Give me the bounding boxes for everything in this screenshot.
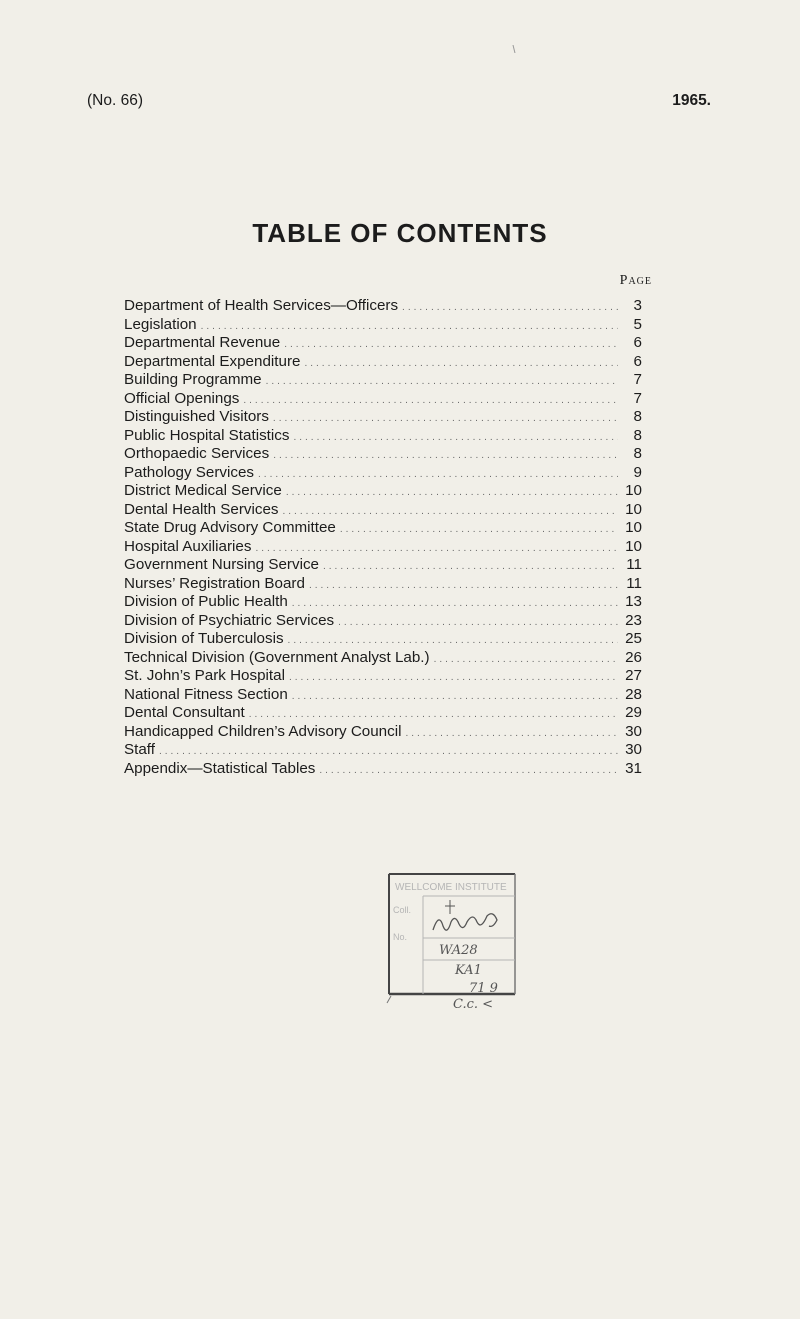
svg-text:No.: No. <box>393 932 408 942</box>
toc-entry-page: 10 <box>625 519 642 536</box>
toc-entry-title: Departmental Expenditure <box>124 352 301 370</box>
table-of-contents <box>124 297 642 778</box>
toc-entry-title: St. John’s Park Hospital <box>124 667 285 684</box>
toc-entry-title: Division of Tuberculosis <box>124 630 284 647</box>
toc-entry <box>124 649 642 668</box>
toc-entry-page: 29 <box>625 704 642 721</box>
dot-leader <box>340 521 618 540</box>
toc-entry-page: 28 <box>625 685 642 703</box>
svg-text:71 9: 71 9 <box>469 981 498 996</box>
dot-leader <box>243 392 618 411</box>
dot-leader <box>286 484 618 503</box>
publication-number: (No. 66) <box>87 92 143 109</box>
toc-entry <box>124 612 642 631</box>
toc-entry <box>124 556 642 575</box>
toc-entry-page: 6 <box>633 334 642 351</box>
toc-entry <box>124 408 642 427</box>
svg-text:WELLCOME INSTITUTE: WELLCOME INSTITUTE <box>395 882 507 893</box>
dot-leader <box>293 429 618 448</box>
toc-entry <box>124 353 642 372</box>
svg-text:Coll.: Coll. <box>393 905 412 915</box>
toc-entry-title: Departmental Revenue <box>124 334 281 351</box>
toc-entry-title: Government Nursing Service <box>124 556 319 573</box>
toc-entry-title: Staff <box>124 741 155 758</box>
toc-entry-title: District Medical Service <box>124 482 282 499</box>
dot-leader <box>323 558 618 577</box>
toc-entry-title: Department of Health Services—Officers <box>124 297 399 314</box>
dot-leader <box>402 299 618 318</box>
toc-entry-page: 30 <box>625 722 642 740</box>
toc-entry <box>124 482 642 501</box>
dot-leader <box>273 447 618 466</box>
toc-entry-title: Nurses’ Registration Board <box>124 574 305 592</box>
dot-leader <box>292 595 618 614</box>
dot-leader <box>319 762 618 781</box>
toc-entry-page: 23 <box>625 611 642 629</box>
toc-entry-page: 6 <box>633 352 642 370</box>
toc-entry-page: 8 <box>633 426 642 444</box>
toc-entry <box>124 593 642 612</box>
toc-entry-title: Technical Division (Government Analyst Lab.) <box>124 648 430 666</box>
toc-entry-title: Orthopaedic Services <box>124 445 270 462</box>
toc-entry-title: Legislation <box>124 315 197 333</box>
dot-leader <box>309 577 618 596</box>
toc-entry <box>124 316 642 335</box>
library-stamp <box>383 868 523 1008</box>
toc-entry-page: 25 <box>625 630 642 647</box>
toc-entry-page: 31 <box>625 759 642 777</box>
library-stamp-graphic <box>383 868 523 1008</box>
toc-entry-title: Division of Psychiatric Services <box>124 611 335 629</box>
svg-text:C.c. <: C.c. < <box>453 997 494 1008</box>
toc-entry-page: 7 <box>633 389 642 407</box>
dot-leader <box>284 336 618 355</box>
page-header <box>87 92 711 110</box>
toc-entry <box>124 390 642 409</box>
toc-entry <box>124 667 642 686</box>
page-title: TABLE OF CONTENTS <box>252 218 548 248</box>
toc-entry-title: Distinguished Visitors <box>124 408 269 425</box>
toc-entry-title: Hospital Auxiliaries <box>124 537 252 555</box>
page-column-label: Page <box>619 273 652 288</box>
toc-entry-title: Public Hospital Statistics <box>124 426 290 444</box>
toc-entry <box>124 723 642 742</box>
dot-leader <box>434 651 618 670</box>
toc-entry <box>124 741 642 760</box>
toc-entry <box>124 464 642 483</box>
toc-entry <box>124 334 642 353</box>
toc-entry <box>124 371 642 390</box>
toc-entry-page: 8 <box>633 408 642 425</box>
toc-entry-title: Dental Consultant <box>124 704 245 721</box>
toc-entry-title: Handicapped Children’s Advisory Council <box>124 722 402 740</box>
dot-leader <box>289 669 618 688</box>
dot-leader <box>338 614 618 633</box>
toc-entry-title: State Drug Advisory Committee <box>124 519 336 536</box>
toc-entry <box>124 760 642 779</box>
toc-entry-title: Building Programme <box>124 371 262 388</box>
dot-leader <box>273 410 618 429</box>
svg-text:WA28: WA28 <box>439 943 478 958</box>
dot-leader <box>304 355 618 374</box>
dot-leader <box>292 688 618 707</box>
toc-entry-title: Appendix—Statistical Tables <box>124 759 316 777</box>
toc-entry <box>124 297 642 316</box>
toc-entry-page: 27 <box>625 667 642 684</box>
toc-entry-title: Dental Health Services <box>124 500 279 518</box>
toc-entry-page: 13 <box>625 593 642 610</box>
toc-entry <box>124 575 642 594</box>
dot-leader <box>405 725 618 744</box>
stray-mark <box>512 40 516 48</box>
toc-entry-title: National Fitness Section <box>124 685 288 703</box>
dot-leader <box>266 373 618 392</box>
toc-entry-page: 7 <box>633 371 642 388</box>
toc-entry <box>124 427 642 446</box>
svg-text:KA1: KA1 <box>455 963 482 978</box>
toc-entry <box>124 501 642 520</box>
toc-entry-title: Pathology Services <box>124 463 255 481</box>
toc-entry-page: 26 <box>625 648 642 666</box>
toc-entry <box>124 445 642 464</box>
toc-entry <box>124 519 642 538</box>
toc-entry-page: 11 <box>626 556 642 573</box>
toc-entry <box>124 686 642 705</box>
toc-entry-page: 30 <box>625 741 642 758</box>
toc-entry-page: 5 <box>633 315 642 333</box>
toc-entry-page: 8 <box>633 445 642 462</box>
toc-entry-page: 11 <box>626 574 642 592</box>
toc-entry-page: 9 <box>633 463 642 481</box>
toc-entry-page: 10 <box>625 482 642 499</box>
toc-entry-page: 10 <box>625 537 642 555</box>
toc-entry <box>124 630 642 649</box>
toc-entry-title: Official Openings <box>124 389 240 407</box>
toc-entry <box>124 704 642 723</box>
publication-year: 1965. <box>672 92 711 109</box>
toc-entry-page: 3 <box>633 297 642 314</box>
toc-entry-page: 10 <box>625 500 642 518</box>
dot-leader <box>258 466 618 485</box>
toc-entry-title: Division of Public Health <box>124 593 288 610</box>
toc-entry <box>124 538 642 557</box>
